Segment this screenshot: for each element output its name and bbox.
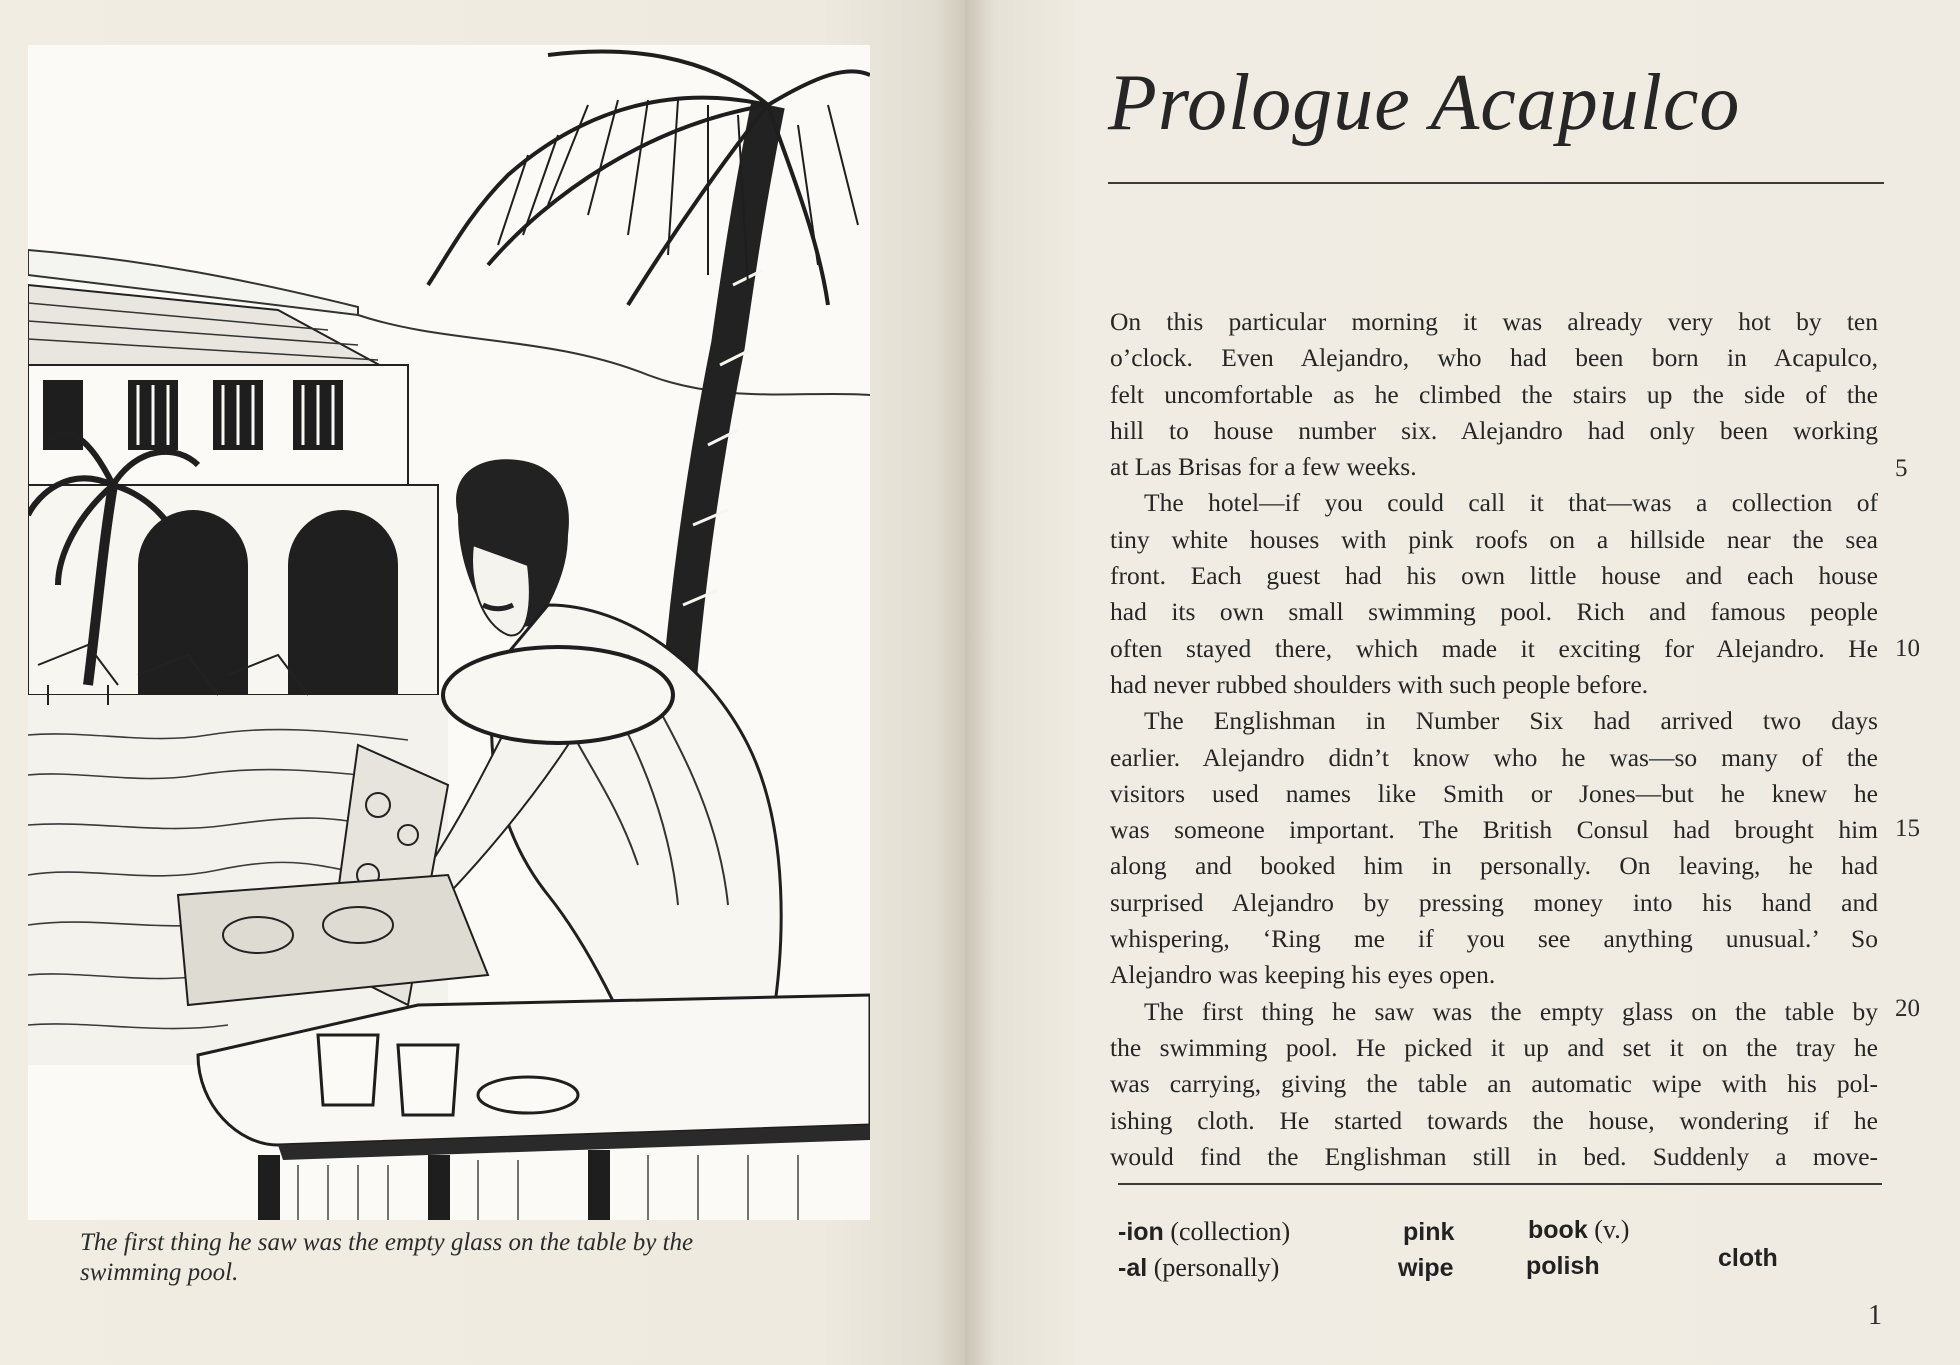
text-line: hill to house number six. Alejandro had only been working	[1110, 415, 1878, 445]
illustration-waiter-by-pool	[28, 45, 870, 1220]
text-line: On this particular morning it was already very hot by ten	[1110, 307, 1878, 336]
text-line: visitors used names like Smith or Jones—but he knew he	[1110, 778, 1878, 808]
vocab-word-polish	[1526, 1250, 1600, 1282]
vocab-suffix-ion	[1118, 1216, 1290, 1248]
vocab-word-cloth	[1718, 1242, 1778, 1274]
text-line: o’clock. Even Alejandro, who had been born in Acapulco,	[1110, 343, 1878, 373]
caption-line: The first thing he saw was the empty glass on the table by the	[80, 1229, 694, 1256]
vocab-word-wipe	[1398, 1252, 1454, 1284]
vocab-word-book	[1528, 1214, 1629, 1246]
illustration-caption	[80, 1228, 800, 1288]
text-line: along and booked him in personally. On leaving, he had	[1110, 851, 1878, 881]
left-page	[0, 0, 965, 1365]
caption-line: swimming pool.	[80, 1259, 239, 1286]
vocab-term: pink	[1403, 1218, 1455, 1246]
text-line: The hotel—if you could call it that—was a collection of	[1144, 488, 1878, 518]
text-line: whispering, ‘Ring me if you see anything unusual.’ So	[1110, 924, 1878, 954]
vocab-example: (collection)	[1163, 1217, 1291, 1246]
vocab-term: cloth	[1718, 1244, 1778, 1272]
text-line: The first thing he saw was the empty glass on the table by	[1144, 996, 1878, 1026]
vocab-suffix-al	[1118, 1252, 1279, 1284]
vocabulary-divider	[1118, 1183, 1882, 1185]
text-line: Alejandro was keeping his eyes open.	[1110, 960, 1496, 990]
text-line: surprised Alejandro by pressing money into his hand and	[1110, 887, 1878, 917]
page-number: 1	[1868, 1300, 1882, 1331]
vocab-term: wipe	[1398, 1254, 1454, 1282]
text-line: tiny white houses with pink roofs on a hillside near the sea	[1110, 524, 1878, 554]
text-line: at Las Brisas for a few weeks.	[1110, 452, 1417, 482]
chapter-title: Prologue Acapulco	[1108, 59, 1741, 147]
text-line: front. Each guest had his own little house and each house	[1110, 561, 1878, 591]
vocab-term: book	[1528, 1216, 1588, 1244]
body-text	[1110, 304, 1878, 1175]
text-line: often stayed there, which made it exciting for Alejandro. He	[1110, 633, 1878, 663]
text-line: earlier. Alejandro didn’t know who he was—so many of the	[1110, 742, 1878, 772]
text-line: had its own small swimming pool. Rich and famous people	[1110, 597, 1878, 627]
text-line: the swimming pool. He picked it up and set it on the tray he	[1110, 1032, 1878, 1062]
text-line: ishing cloth. He started towards the house, wondering if he	[1110, 1105, 1878, 1135]
vocab-term: -al	[1118, 1254, 1148, 1282]
illustration-drawing	[28, 45, 870, 1220]
text-line: The Englishman in Number Six had arrived two days	[1144, 706, 1878, 736]
text-line: was someone important. The British Consul had brought him	[1110, 815, 1878, 845]
vocab-term: polish	[1526, 1252, 1600, 1280]
vocab-word-pink	[1403, 1216, 1454, 1248]
vocab-example: (v.)	[1587, 1215, 1630, 1244]
vocab-example: (personally)	[1147, 1253, 1280, 1282]
text-line: would find the Englishman still in bed. Suddenly a move-	[1110, 1141, 1878, 1171]
text-line: was carrying, giving the table an automatic wipe with his pol-	[1110, 1069, 1878, 1099]
title-divider	[1108, 182, 1884, 184]
text-line: felt uncomfortable as he climbed the stairs up the side of the	[1110, 379, 1878, 409]
text-line: had never rubbed shoulders with such people before.	[1110, 669, 1649, 699]
line-number: 20	[1895, 995, 1920, 1022]
line-number: 15	[1895, 815, 1920, 842]
line-number: 5	[1895, 455, 1908, 482]
vocab-term: -ion	[1118, 1218, 1164, 1246]
line-number: 10	[1895, 635, 1920, 662]
